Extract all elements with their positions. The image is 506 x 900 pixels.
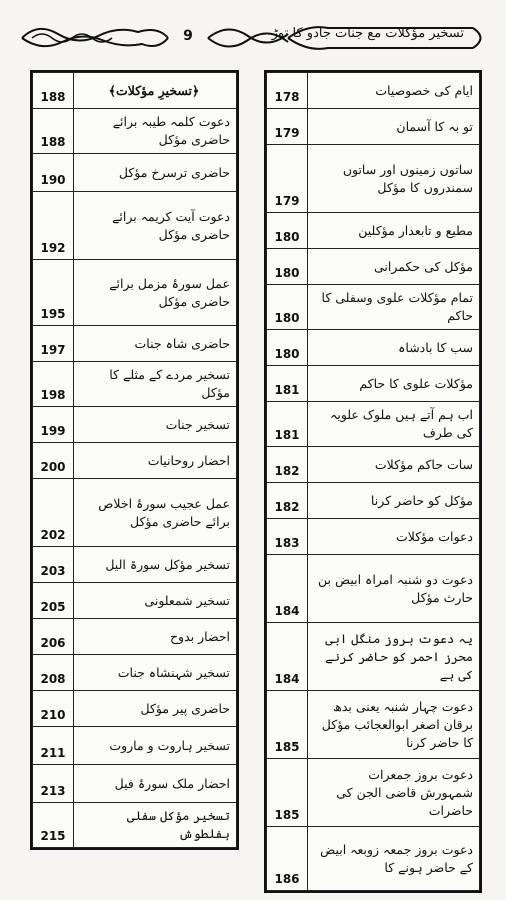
- toc-entry-title: سب کا بادشاہ: [308, 330, 480, 366]
- toc-row: [267, 402, 480, 447]
- toc-row: [267, 623, 480, 691]
- toc-row: [267, 447, 480, 483]
- toc-row: [33, 619, 237, 655]
- toc-entry-title: تسخیر مؤکل سورۃ الیل: [74, 547, 237, 583]
- toc-entry-title: دعوت چہار شنبہ یعنی بدھ برقان اصغر ابوالعجائب مؤکل کا حاضر کرنا: [308, 691, 480, 759]
- toc-entry-title: تسخیر مؤکل سفلی ہفلطوش: [74, 803, 237, 848]
- toc-page-number: 208: [33, 655, 74, 691]
- toc-page-number: 202: [33, 479, 74, 547]
- toc-row: [33, 727, 237, 765]
- toc-right-table: [266, 72, 480, 891]
- toc-page-number: 181: [267, 366, 308, 402]
- toc-page-number: 180: [267, 249, 308, 285]
- toc-page-number: 184: [267, 623, 308, 691]
- toc-entry-title: اب ہم آتے ہیں ملوک علویہ کی طرف: [308, 402, 480, 447]
- toc-entry-title: عمل سورۂ مزمل برائے حاضری مؤکل: [74, 260, 237, 326]
- toc-row: [33, 803, 237, 848]
- toc-entry-title: ساتوں زمینوں اور ساتوں سمندروں کا مؤکل: [308, 145, 480, 213]
- toc-entry-title: حاضری ترسرخ مؤکل: [74, 154, 237, 192]
- running-title: تسخیر مؤکلات مع جنات جادو کا توڑ: [271, 26, 464, 41]
- toc-row: [33, 407, 237, 443]
- toc-row: [33, 655, 237, 691]
- toc-entry-title: مؤکل کی حکمرانی: [308, 249, 480, 285]
- toc-page-number: 183: [267, 519, 308, 555]
- toc-page-number: 188: [33, 109, 74, 154]
- toc-right-column: [264, 70, 482, 893]
- toc-row: [267, 330, 480, 366]
- toc-page-number: 180: [267, 330, 308, 366]
- toc-entry-title: مطیع و تابعدار مؤکلین: [308, 213, 480, 249]
- toc-row: [267, 519, 480, 555]
- toc-row: [267, 109, 480, 145]
- toc-page-number: 192: [33, 192, 74, 260]
- toc-page-number: 215: [33, 803, 74, 848]
- toc-section-heading: ﴿تسخیرِ مؤکلات﴾: [74, 73, 237, 109]
- toc-left-column: [30, 70, 239, 850]
- toc-row: [267, 759, 480, 827]
- toc-row: [267, 366, 480, 402]
- toc-page-number: 182: [267, 447, 308, 483]
- toc-page-number: 185: [267, 691, 308, 759]
- toc-page-number: 190: [33, 154, 74, 192]
- toc-row: [267, 285, 480, 330]
- toc-page-number: 185: [267, 759, 308, 827]
- toc-page-number: 211: [33, 727, 74, 765]
- toc-entry-title: دعوت بروز جمعہ زوبعہ ابیض کے حاضر ہونے کا: [308, 827, 480, 891]
- toc-entry-title: دعوت دو شنبہ امراہ ابیض بن حارث مؤکل: [308, 555, 480, 623]
- toc-page-number: 181: [267, 402, 308, 447]
- page-header: [18, 16, 488, 60]
- toc-page-number: 188: [33, 73, 74, 109]
- toc-row: [267, 73, 480, 109]
- toc-page-number: 186: [267, 827, 308, 891]
- toc-page-number: 206: [33, 619, 74, 655]
- toc-page-number: 197: [33, 326, 74, 362]
- toc-entry-title: تسخیر جنات: [74, 407, 237, 443]
- toc-entry-title: دعوات مؤکلات: [308, 519, 480, 555]
- toc-row: [33, 583, 237, 619]
- toc-entry-title: دعوت بروز جمعرات شمہورش قاضی الجن کی حاضرات: [308, 759, 480, 827]
- toc-row: [33, 362, 237, 407]
- toc-entry-title: حاضری پیر مؤکل: [74, 691, 237, 727]
- toc-entry-title: یہ دعوت بروز منگل ابی محرز احمر کو حاضر کرنے کی ہے: [308, 623, 480, 691]
- toc-entry-title: تو بہ کا آسمان: [308, 109, 480, 145]
- toc-entry-title: تسخیر شہنشاہ جنات: [74, 655, 237, 691]
- toc-page-number: 205: [33, 583, 74, 619]
- toc-page-number: 198: [33, 362, 74, 407]
- toc-entry-title: تمام مؤکلات علوی وسفلی کا حاکم: [308, 285, 480, 330]
- toc-row: [33, 326, 237, 362]
- toc-page-number: 180: [267, 213, 308, 249]
- toc-page-number: 179: [267, 109, 308, 145]
- toc-row: [33, 109, 237, 154]
- toc-row: [267, 555, 480, 623]
- toc-row: [267, 827, 480, 891]
- toc-page-number: 184: [267, 555, 308, 623]
- toc-entry-title: مؤکلات علوی کا حاکم: [308, 366, 480, 402]
- toc-row: [33, 192, 237, 260]
- toc-row: [267, 145, 480, 213]
- toc-entry-title: احضار ملک سورۂ فیل: [74, 765, 237, 803]
- toc-row: [33, 260, 237, 326]
- toc-row: [267, 213, 480, 249]
- toc-row: [267, 249, 480, 285]
- toc-row: [33, 547, 237, 583]
- toc-entry-title: مؤکل کو حاضر کرنا: [308, 483, 480, 519]
- toc-page-number: 195: [33, 260, 74, 326]
- toc-entry-title: حاضری شاہ جنات: [74, 326, 237, 362]
- toc-entry-title: تسخیر شمعلونی: [74, 583, 237, 619]
- toc-entry-title: ایام کی خصوصیات: [308, 73, 480, 109]
- toc-page-number: 200: [33, 443, 74, 479]
- toc-entry-title: تسخیر ہاروت و ماروت: [74, 727, 237, 765]
- toc-page-number: 182: [267, 483, 308, 519]
- toc-entry-title: دعوت آیت کریمہ برائے حاضری مؤکل: [74, 192, 237, 260]
- toc-entry-title: احضار بدوح: [74, 619, 237, 655]
- toc-row: [33, 479, 237, 547]
- toc-page-number: 203: [33, 547, 74, 583]
- toc-entry-title: تسخیر مردے کے مثلے کا مؤکل: [74, 362, 237, 407]
- toc-entry-title: سات حاکم مؤکلات: [308, 447, 480, 483]
- toc-page-number: 199: [33, 407, 74, 443]
- toc-row: [33, 765, 237, 803]
- toc-page-number: 178: [267, 73, 308, 109]
- toc-row: [33, 154, 237, 192]
- toc-row: [267, 691, 480, 759]
- toc-row: [33, 443, 237, 479]
- toc-row: [33, 691, 237, 727]
- toc-page-number: 210: [33, 691, 74, 727]
- toc-entry-title: عمل عجیب سورۂ اخلاص برائے حاضری مؤکل: [74, 479, 237, 547]
- toc-left-table: [32, 72, 237, 848]
- toc-row: [267, 483, 480, 519]
- page-number: 9: [183, 28, 193, 44]
- toc-entry-title: احضار روحانیات: [74, 443, 237, 479]
- toc-heading-row: [33, 73, 237, 109]
- toc-page-number: 180: [267, 285, 308, 330]
- toc-entry-title: دعوت کلمہ طیبہ برائے حاضری مؤکل: [74, 109, 237, 154]
- toc-page-number: 213: [33, 765, 74, 803]
- toc-page-number: 179: [267, 145, 308, 213]
